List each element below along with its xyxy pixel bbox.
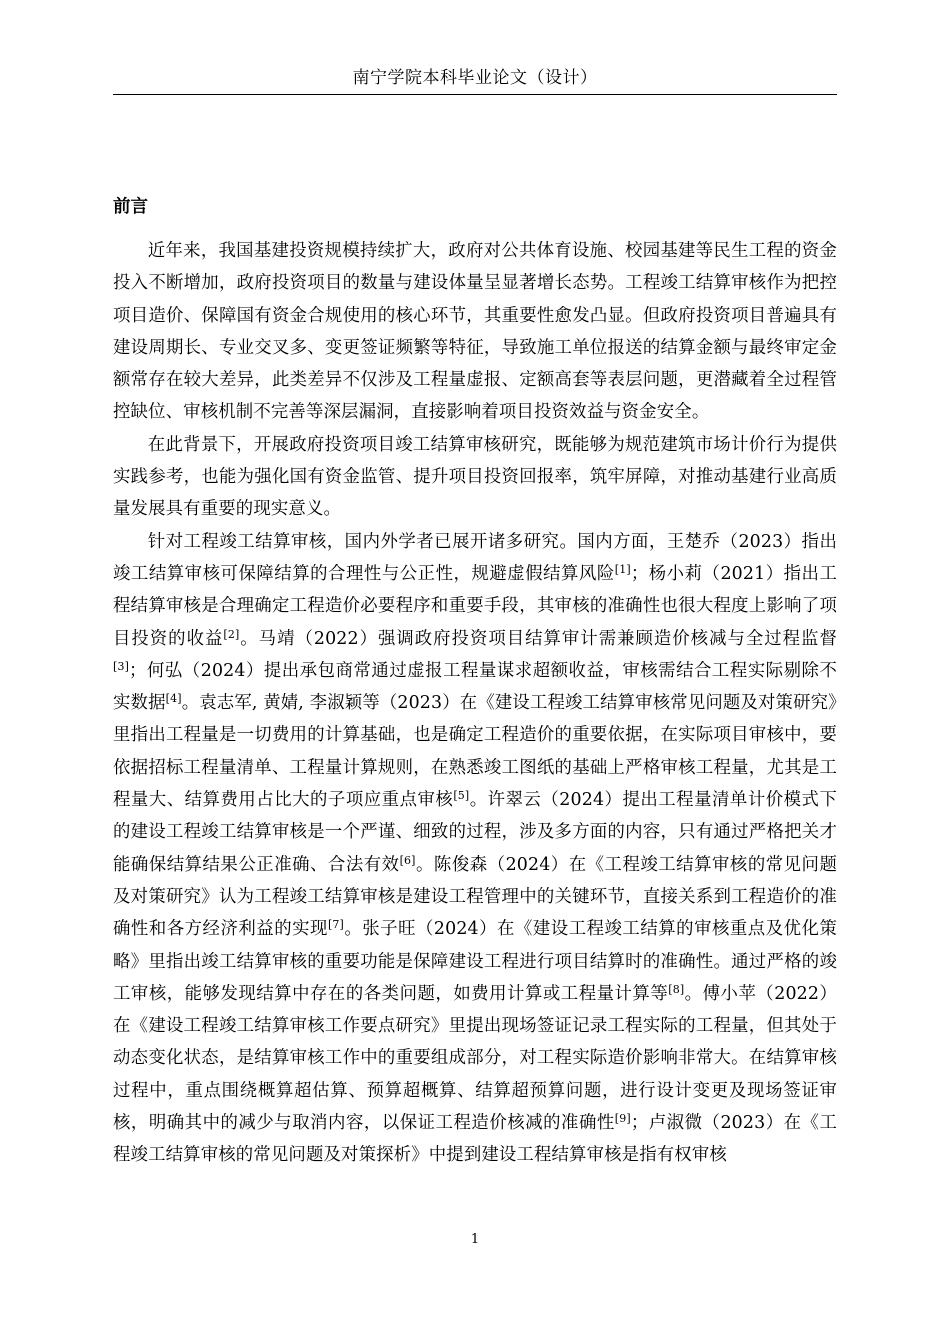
paragraph-text: 。傅小苹（2022）在《建设工程竣工结算审核工作要点研究》里提出现场签证记录工程实际的工程量，但其处于动态变化状态，是结算审核工作中的重要组成部分，对工程实际造价影响非常大。在结算审核过程中，重点围绕概算超估算、预算超概算、结算超预算问题，进行设计变更及现场签证审核，明确其中的减少与取消内容，以保证工程造价核减的准确性 (113, 983, 837, 1134)
paragraph-2 (113, 429, 837, 526)
paragraph-text: 。马靖（2022）强调政府投资项目结算审计需兼顾造价核减与全过程监督 (239, 628, 837, 649)
paragraph-text: ；杨小莉（2021）指出工程结算审核是合理确定工程造价必要程序和重要手段，其审核的准确性也很大程度上影响了项目投资的收益 (113, 563, 837, 649)
paragraph-text: 针对工程竣工结算审核，国内外学者已展开诸多研究。国内方面，王楚乔（2023）指出竣工结算审核可保障结算的合理性与公正性，规避虚假结算风险 (113, 531, 837, 584)
citation: [4] (165, 692, 182, 706)
citation: [9] (614, 1111, 631, 1125)
citation: [6] (399, 853, 416, 867)
citation: [8] (668, 982, 685, 996)
paragraph-text: 在此背景下，开展政府投资项目竣工结算审核研究，既能够为规范建筑市场计价行为提供实践参考，也能为强化国有资金监管、提升项目投资回报率，筑牢屏障，对推动基建行业高质量发展具有重要的现实意义。 (113, 434, 837, 520)
paragraph-text: ；何弘（2024）提出承包商常通过虚报工程量谋求超额收益，审核需结合工程实际剔除不实数据 (113, 660, 837, 714)
paragraph-text: 。袁志军, 黄婧, 李淑颖等（2023）在《建设工程竣工结算审核常见问题及对策研究》里指出工程量是一切费用的计算基础，也是确定工程造价的重要依据，在实际项目审核中，要依据招标工程量清单、工程量计算规则，在熟悉竣工图纸的基础上严格审核工程量，尤其是工程量大、结算费用占比大的子项应重点审核 (113, 693, 837, 811)
page-number: 1 (470, 1232, 480, 1247)
paragraph-text: 近年来，我国基建投资规模持续扩大，政府对公共体育设施、校园基建等民生工程的资金投入不断增加，政府投资项目的数量与建设体量呈显著增长态势。工程竣工结算审核作为把控项目造价、保障国有资金合规使用的核心环节，其重要性愈发凸显。但政府投资项目普遍具有建设周期长、专业交叉多、变更签证频繁等特征，导致施工单位报送的结算金额与最终审定金额常存在较大差异，此类差异不仅涉及工程量虚报、定额高套等表层问题，更潜藏着全过程管控缺位、审核机制不完善等深层漏洞，直接影响着项目投资效益与资金安全。 (113, 241, 837, 423)
body-text (113, 235, 837, 1172)
paragraph-1 (113, 235, 837, 429)
citation: [3] (113, 659, 130, 673)
citation: [5] (453, 789, 470, 802)
section-title: 前言 (113, 197, 148, 217)
paragraph-text: 。许翠云（2024）提出工程量清单计价模式下的建设工程竣工结算审核是一个严谨、细致的过程，涉及多方面的内容，只有通过严格把关才能确保结算结果公正准确、合法有效 (113, 790, 838, 875)
paragraph-text: ；卢淑微（2023）在《工程竣工结算审核的常见问题及对策探析》中提到建设工程结算审核是指有权审核 (113, 1113, 837, 1166)
paragraph-text: 。陈俊森（2024）在《工程竣工结算审核的常见问题及对策研究》认为工程竣工结算审核是建设工程管理中的关键环节，直接关系到工程造价的准确性和各方经济利益的实现 (113, 854, 838, 940)
citation: [1] (614, 562, 631, 576)
paragraph-3 (113, 526, 837, 1172)
citation: [2] (223, 627, 240, 641)
paragraph-text: 。张子旺（2024）在《建设工程竣工结算的审核重点及优化策略》里指出竣工结算审核的重要功能是保障建设工程进行项目结算时的准确性。通过严格的竣工审核，能够发现结算中存在的各类问题，如费用计算或工程量计算等 (113, 919, 837, 1004)
header-rule (113, 94, 837, 95)
running-header: 南宁学院本科毕业论文（设计） (352, 68, 598, 88)
citation: [7] (327, 918, 344, 932)
